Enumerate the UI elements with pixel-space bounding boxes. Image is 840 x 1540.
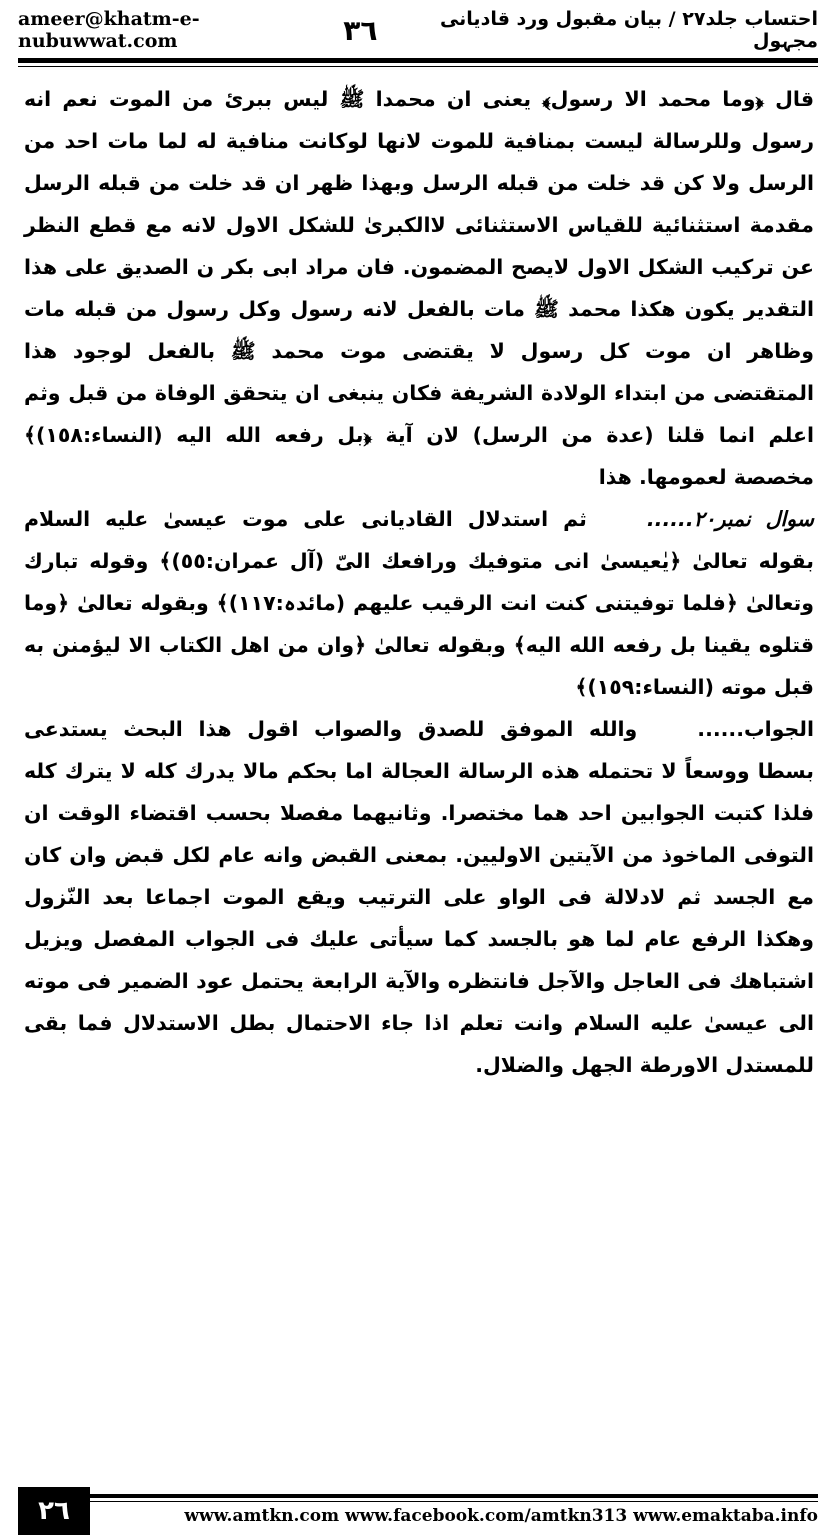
header-page-number: ٣٦: [343, 13, 378, 47]
header-title-group: [343, 8, 818, 52]
page-body: [24, 78, 814, 1086]
header-rule-thick: [18, 58, 818, 63]
header-email: ameer@khatm-e-nubuwwat.com: [18, 8, 200, 52]
header-rule-thin: [18, 66, 818, 67]
footer-links: www.amtkn.com www.facebook.com/amtkn313 www.emaktaba.info: [184, 1506, 818, 1526]
question-label: سوال نمبر٢٠......: [646, 507, 814, 531]
question-text: ثم استدلال القاديانى على موت عيسىٰ عليه السلام بقوله تعالىٰ ﴿يٰعيسىٰ انى متوفيك ورافعك الىّ (آل عمران:٥٥)﴾ وقوله تبارك وتعالىٰ ﴿فلما توفيتنى كنت انت الرقيب عليهم (مائدہ:١١٧)﴾ وبقوله تعالىٰ ﴿وما قتلوه يقينا بل رفعه الله اليه﴾ وبقوله تعالىٰ ﴿وان من اهل الكتاب الا ليؤمنن به قبل موته (النساء:١٥٩)﴾: [24, 507, 815, 699]
page-header: [18, 8, 818, 52]
answer-text: والله الموفق للصدق والصواب اقول هذا البحث يستدعى بسطا ووسعاً لا تحتمله هذه الرسالة العجالة اما بحكم مالا يدرك كله لا يترك كله فلذا كتبت الجوابين احد هما مختصرا. وثانيهما مفصلا بحسب اقتضاء الوقت ان التوفى الماخوذ من الآيتين الاوليين. بمعنى القبض وانه عام لكل قبض وان كان مع الجسد ثم لادلالة فى الواو على الترتيب ويقع الموت اجماعا بعد النّزول وهكذا الرفع عام لما هو بالجسد كما سيأتى عليك فى الجواب المفصل ويزيل اشتباهك فى العاجل والآجل فانتظره والآية الرابعة يحتمل عود الضمير فى موته الى عيسىٰ عليه السلام وانت تعلم اذا جاء الاحتمال بطل الاستدلال فما بقى للمستدل الاورطة الجهل والضلال.: [24, 717, 814, 1077]
answer-label: الجواب......: [697, 717, 814, 741]
answer-paragraph: [24, 708, 814, 1086]
footer-rule-thin: [18, 1501, 818, 1502]
question-paragraph: [24, 498, 814, 708]
footer-rule-thick: [18, 1494, 818, 1498]
book-title: احتساب جلد۲۷ / بیان مقبول ورد قادیانی مجہول: [439, 8, 818, 52]
body-paragraph: قال ﴿وما محمد الا رسول﴾ يعنى ان محمدا ﷺ ليس ببرئ من الموت نعم انه رسول وللرسالة ليست بمنافية للموت لانها لوكانت منافية له لما مات احد من الرسل ولا كن قد خلت من قبله الرسل وبهذا ظهر ان قد خلت من قبله الرسل مقدمة استثنائية للقياس الاستثنائى لاالكبرىٰ للشكل الاول لانه مع قطع النظر عن تركيب الشكل الاول لايصح المضمون. فان مراد ابى بكر ن الصديق على هذا التقدير يكون هكذا محمد ﷺ مات بالفعل لانه رسول وكل رسول من قبله مات وظاهر ان موت كل رسول لا يقتضى موت محمد ﷺ بالفعل لوجود هذا المتقتضى من ابتداء الولادة الشريفة فكان ينبغى ان يتحقق الوفاة من قبل وثم اعلم انما قلنا (عدة من الرسل) لان آية ﴿بل رفعه الله اليه (النساء:١٥٨)﴾ مخصصة لعمومها. هذا: [24, 87, 814, 489]
footer-page-number: ٢٦: [18, 1487, 90, 1535]
